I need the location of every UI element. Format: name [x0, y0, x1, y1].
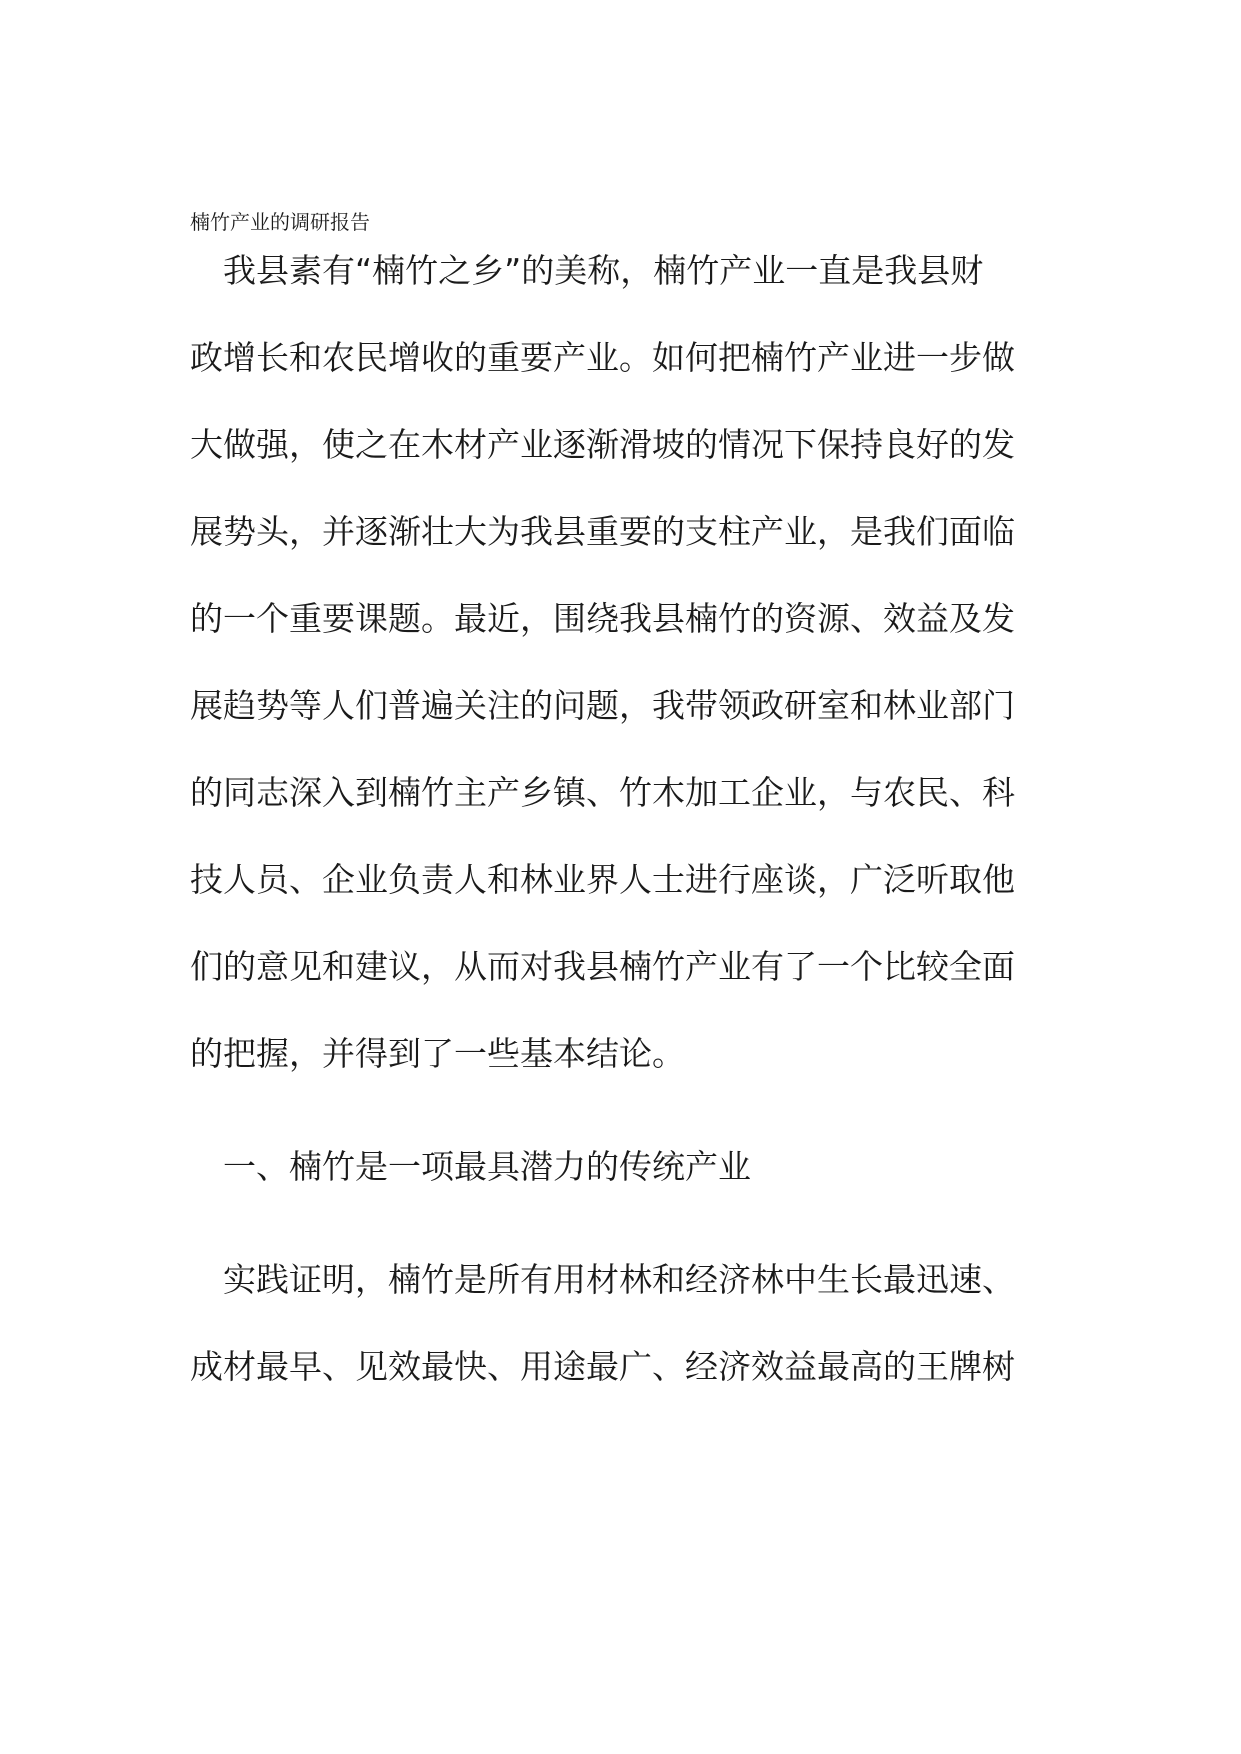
paragraph-line: 的同志深入到楠竹主产乡镇、竹木加工企业，与农民、科	[190, 773, 1015, 812]
paragraph-line: 我县素有“楠竹之乡”的美称，楠竹产业一直是我县财	[190, 251, 984, 290]
paragraph-line: 们的意见和建议，从而对我县楠竹产业有了一个比较全面	[190, 947, 1015, 986]
paragraph-line: 的一个重要课题。最近，围绕我县楠竹的资源、效益及发	[190, 599, 1015, 638]
paragraph-line: 的把握，并得到了一些基本结论。	[190, 1034, 685, 1073]
paragraph-line: 大做强，使之在木材产业逐渐滑坡的情况下保持良好的发	[190, 425, 1015, 464]
paragraph-line: 展趋势等人们普遍关注的问题，我带领政研室和林业部门	[190, 686, 1015, 725]
section-heading: 一、楠竹是一项最具潜力的传统产业	[190, 1147, 751, 1186]
paragraph-line: 政增长和农民增收的重要产业。如何把楠竹产业进一步做	[190, 338, 1015, 377]
paragraph-line: 成材最早、见效最快、用途最广、经济效益最高的王牌树	[190, 1347, 1015, 1386]
paragraph-line: 实践证明，楠竹是所有用材林和经济林中生长最迅速、	[190, 1260, 1015, 1299]
document-title: 楠竹产业的调研报告	[190, 210, 370, 234]
paragraph-line: 展势头，并逐渐壮大为我县重要的支柱产业，是我们面临	[190, 512, 1015, 551]
paragraph-line: 技人员、企业负责人和林业界人士进行座谈，广泛听取他	[190, 860, 1015, 899]
